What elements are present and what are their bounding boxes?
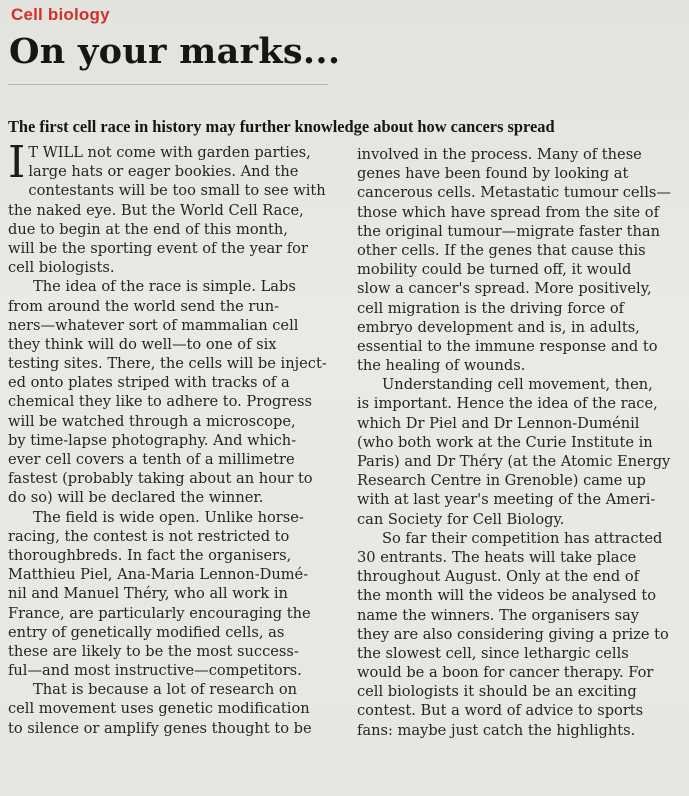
standfirst: The first cell race in history may further knowledge about how cancers spread: [8, 117, 555, 136]
text-line: genes have been found by looking at: [357, 165, 629, 183]
text-line: they think will do well—to one of six: [8, 335, 277, 353]
divider: [8, 84, 328, 85]
text-line: The idea of the race is simple. Labs: [33, 278, 296, 296]
text-line: the slowest cell, since lethargic cells: [357, 644, 629, 662]
text-line: involved in the process. Many of these: [357, 146, 642, 163]
text-line: ed onto plates striped with tracks of a: [8, 374, 290, 392]
drop-cap: I: [8, 137, 26, 188]
text-line: ful—and most instructive—competitors.: [8, 662, 302, 680]
text-line: would be a boon for cancer therapy. For: [357, 664, 654, 682]
text-line: the month will the videos be analysed to: [357, 587, 657, 605]
text-line: testing sites. There, the cells will be inject-: [8, 355, 327, 373]
text-line: slow a cancer's spread. More positively,: [357, 280, 652, 298]
text-line: mobility could be turned off, it would: [357, 261, 632, 279]
text-line: entry of genetically modified cells, as: [8, 623, 285, 641]
text-line: 30 entrants. The heats will take place: [357, 548, 637, 566]
right-column: [357, 145, 685, 740]
text-line: cell biologists it should be an exciting: [357, 683, 637, 701]
text-line: contestants will be too small to see with: [28, 182, 326, 200]
text-line: chemical they like to adhere to. Progress: [8, 393, 312, 411]
text-line: those which have spread from the site of: [357, 203, 659, 221]
text-line: other cells. If the genes that cause this: [357, 241, 646, 259]
text-line: ever cell covers a tenth of a millimetre: [8, 451, 295, 468]
text-line: Matthieu Piel, Ana-Maria Lennon-Dumé-: [8, 566, 309, 584]
text-line: ners—whatever sort of mammalian cell: [8, 316, 299, 334]
text-line: thoroughbreds. In fact the organisers,: [8, 546, 292, 564]
text-line: they are also considering giving a prize to: [357, 625, 669, 643]
text-line: by time-lapse photography. And which-: [8, 431, 297, 449]
text-line: embryo development and is, in adults,: [357, 318, 640, 336]
text-line: the original tumour—migrate faster than: [357, 222, 660, 240]
text-line: (who both work at the Curie Institute in: [357, 433, 653, 451]
text-line: large hats or eager bookies. And the: [28, 163, 299, 181]
text-line: is important. Hence the idea of the race,: [357, 395, 658, 413]
headline: On your marks...: [9, 31, 341, 72]
text-line: Understanding cell movement, then,: [382, 376, 653, 394]
text-line: racing, the contest is not restricted to: [8, 527, 290, 545]
text-line: from around the world send the run-: [8, 297, 280, 315]
text-line: will be watched through a microscope,: [8, 412, 296, 430]
text-line: cell biologists.: [8, 259, 115, 277]
text-line: France, are particularly encouraging the: [8, 604, 311, 622]
text-line: due to begin at the end of this month,: [8, 220, 288, 238]
text-line: Paris) and Dr Théry (at the Atomic Energy: [357, 453, 671, 470]
text-line: with at last year's meeting of the Ameri-: [357, 491, 656, 509]
left-column: [8, 137, 348, 738]
text-line: cell migration is the driving force of: [357, 299, 625, 317]
text-line: cell movement uses genetic modification: [8, 700, 310, 718]
text-line: nil and Manuel Théry, who all work in: [8, 585, 288, 603]
text-line: The field is wide open. Unlike horse-: [33, 508, 304, 526]
text-line: T WILL not come with garden parties,: [28, 144, 311, 161]
text-line: Research Centre in Grenoble) came up: [357, 472, 646, 490]
text-line: cancerous cells. Metastatic tumour cells—: [357, 184, 671, 202]
text-line: these are likely to be the most success-: [8, 642, 299, 660]
text-line: So far their competition has attracted: [382, 529, 663, 547]
text-line: do so) will be declared the winner.: [8, 489, 264, 507]
text-line: essential to the immune response and to: [357, 337, 658, 355]
text-line: That is because a lot of research on: [33, 681, 298, 699]
text-line: fastest (probably taking about an hour to: [8, 470, 313, 488]
text-line: the healing of wounds.: [357, 357, 526, 375]
text-line: can Society for Cell Biology.: [357, 510, 565, 528]
text-line: fans: maybe just catch the highlights.: [357, 721, 636, 739]
text-line: which Dr Piel and Dr Lennon-Duménil: [357, 414, 640, 432]
text-line: to silence or amplify genes thought to be: [8, 719, 312, 737]
text-line: the naked eye. But the World Cell Race,: [8, 201, 304, 219]
text-line: throughout August. Only at the end of: [357, 568, 640, 586]
text-line: will be the sporting event of the year for: [8, 239, 308, 257]
text-line: name the winners. The organisers say: [357, 606, 640, 624]
text-line: contest. But a word of advice to sports: [357, 702, 644, 720]
section-label: Cell biology: [11, 5, 110, 24]
